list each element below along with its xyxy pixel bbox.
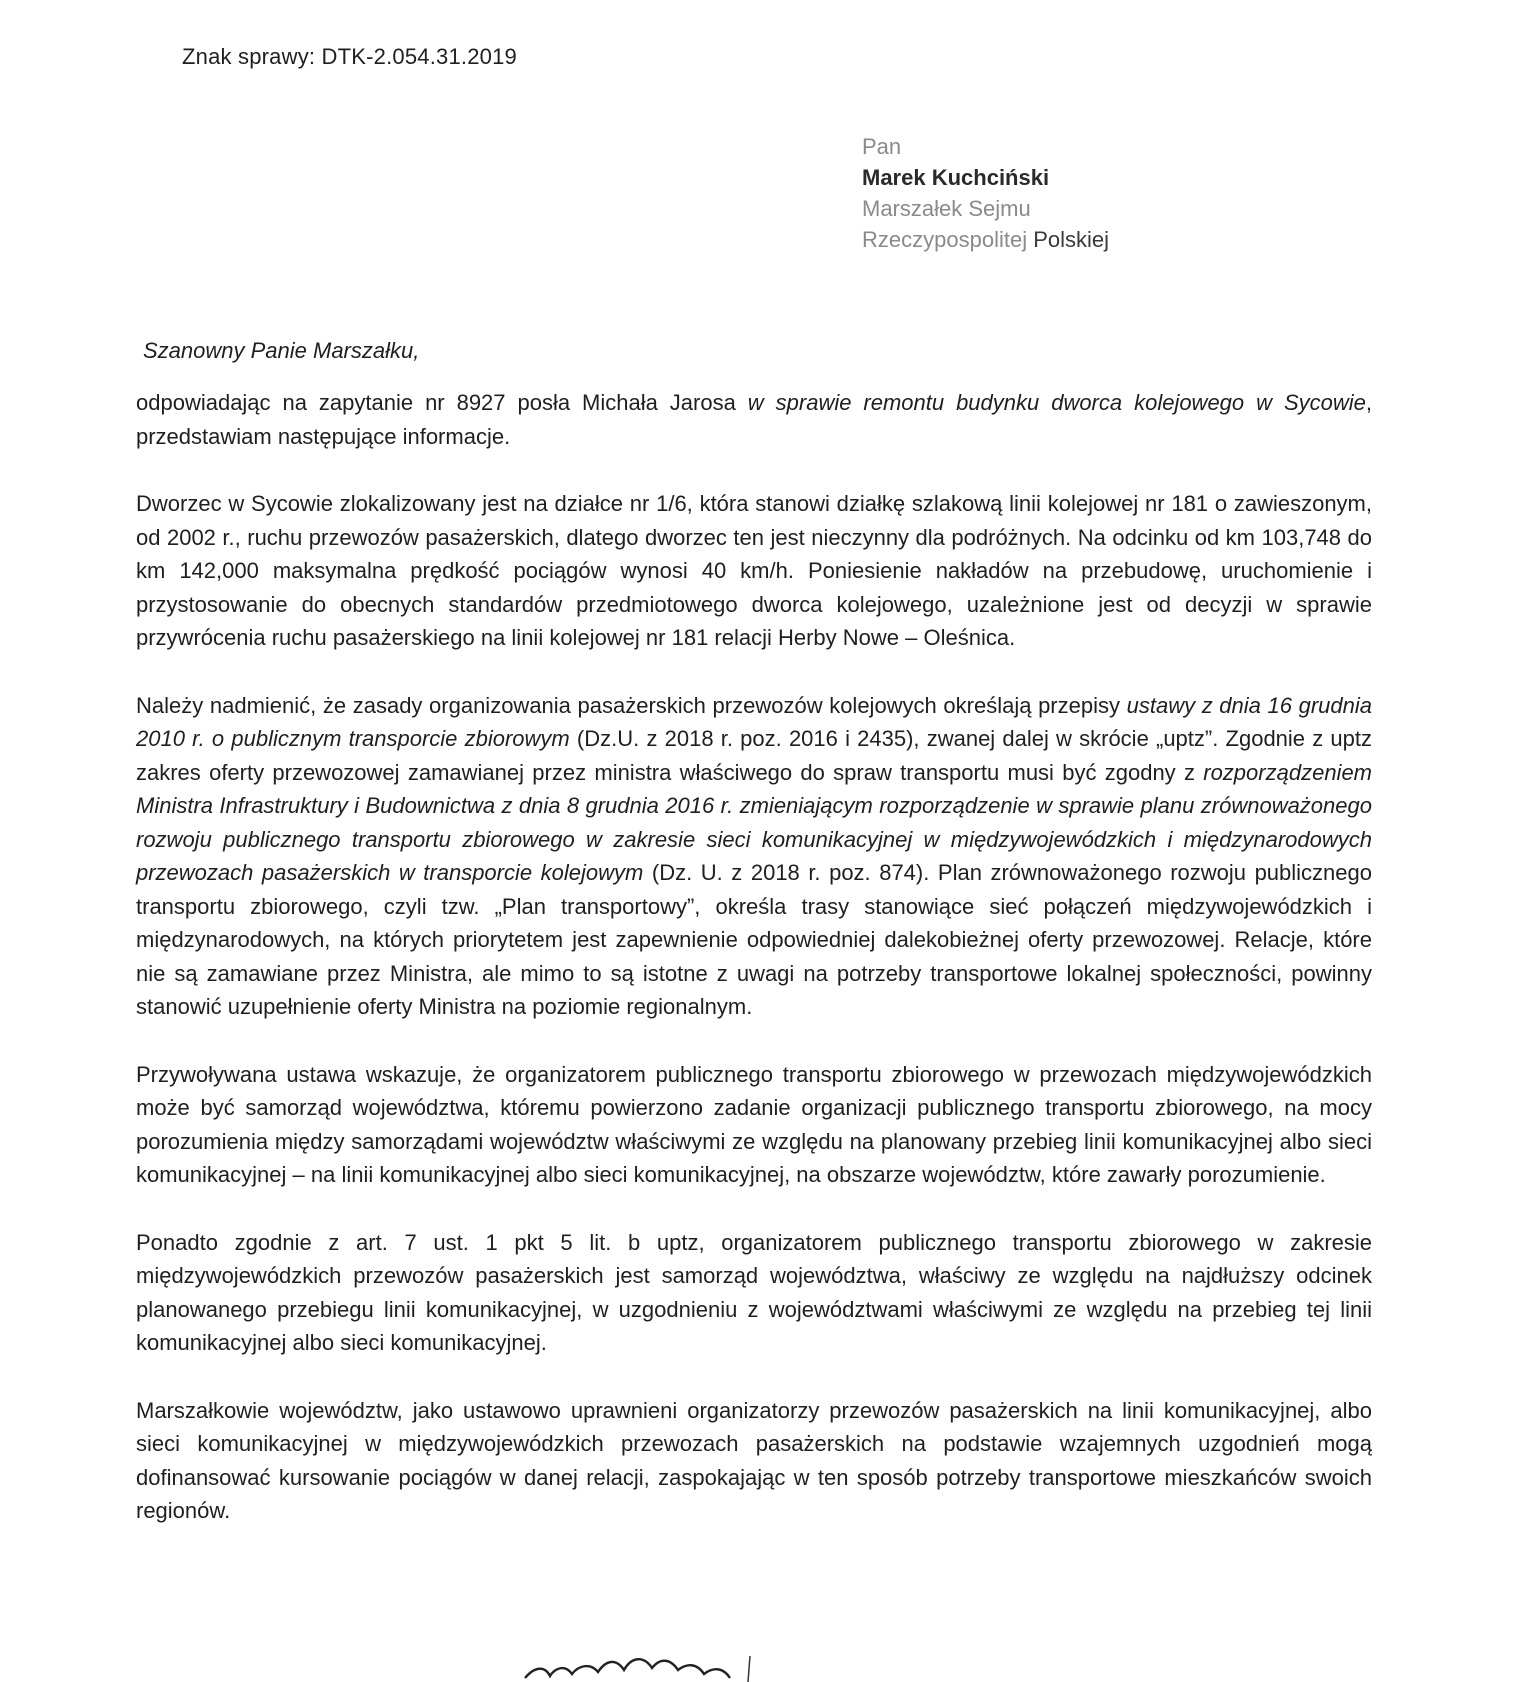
paragraph-1-end: , przedstawiam następujące informacje.: [136, 390, 1373, 449]
salutation: Szanowny Panie Marszałku,: [143, 338, 420, 363]
recipient-name: Marek Kuchciński: [862, 165, 1050, 190]
paragraph-1: [136, 386, 1372, 453]
handwritten-signature-icon: [520, 1648, 820, 1682]
case-reference: Znak sprawy: DTK-2.054.31.2019: [182, 44, 517, 69]
paragraph-4: Przywoływana ustawa wskazuje, że organizatorem publicznego transportu zbiorowego w przewozach międzywojewódzkich może być samorząd województwa, któremu powierzono zadanie organizacji publicznego transportu zbiorowego, na mocy porozumienia między samorządami województw właściwymi ze względu na planowany przebieg linii komunikacyjnej albo sieci komunikacyjnej – na linii komunikacyjnej albo sieci komunikacyjnej, na obszarze województw, które zawarły porozumienie.: [136, 1061, 1372, 1187]
recipient-block: [862, 131, 1109, 255]
paragraph-5: Ponadto zgodnie z art. 7 ust. 1 pkt 5 lit. b uptz, organizatorem publicznego transportu zbiorowego w zakresie międzywojewódzkich przewozów pasażerskich jest samorząd województwa, właściwy ze względu na najdłuższy odcinek planowanego przebiegu linii komunikacyjnej, w uzgodnieniu z województwami właściwymi ze względu na przebieg tej linii komunikacyjnej albo sieci komunikacyjnej.: [136, 1229, 1372, 1355]
paragraph-3-act-title: ustawy z dnia 16 grudnia 2010 r. o publicznym transporcie zbiorowym: [136, 692, 1372, 751]
recipient-title: Pan: [862, 134, 902, 159]
paragraph-6: Marszałkowie województw, jako ustawowo uprawnieni organizatorzy przewozów pasażerskich na linii komunikacyjnej, albo sieci komunikacyjnej w międzywojewódzkich przewozach pasażerskich na podstawie wzajemnych uzgodnień mogą dofinansować kursowanie pociągów w danej relacji, zaspokajając w ten sposób potrzeby transportowe mieszkańców swoich regionów.: [136, 1397, 1372, 1523]
recipient-country-suffix: Polskiej: [1033, 227, 1109, 252]
paragraph-3-part-a: Należy nadmienić, że zasady organizowania pasażerskich przewozów kolejowych określają przepisy: [136, 692, 1127, 718]
letter-body: [136, 386, 1372, 1562]
paragraph-3-part-e: (Dz. U. z 2018 r. poz. 874). Plan zrównoważonego rozwoju publicznego transportu zbiorowego, czyli tzw. „Plan transportowy”, określa trasy stanowiące sieć połączeń międzywojewódzkich i międzynarodowych, na których priorytetem jest zapewnienie odpowiedniej dalekobieżnej oferty przewozowej. Relacje, które nie są zamawiane przez Ministra, ale mimo to są istotne z uwagi na potrzeby transportowe lokalnej społeczności, powinny stanowić uzupełnienie oferty Ministra na poziomie regionalnym.: [136, 860, 1372, 1019]
recipient-role: Marszałek Sejmu: [862, 196, 1031, 221]
recipient-country-prefix: Rzeczypospolitej: [862, 227, 1034, 252]
recipient-country: [862, 224, 1109, 255]
paragraph-3-part-c: (Dz.U. z 2018 r. poz. 2016 i 2435), zwanej dalej w skrócie „uptz”. Zgodnie z uptz zakres oferty przewozowej zamawianej przez ministra właściwego do spraw transportu musi być zgodny z: [136, 726, 1372, 785]
paragraph-1-subject: w sprawie remontu budynku dworca kolejowego w Sycowie: [747, 390, 1366, 415]
paragraph-3-regulation-title: rozporządzeniem Ministra Infrastruktury i Budownictwa z dnia 8 grudnia 2016 r. zmieniającym rozporządzenie w sprawie planu zrównoważonego rozwoju publicznego transportu zbiorowego w zakresie sieci komunikacyjnej w międzywojewódzkich i międzynarodowych przewozach pasażerskich w transporcie kolejowym: [136, 759, 1372, 885]
paragraph-3: [136, 689, 1372, 1024]
paragraph-1-intro: odpowiadając na zapytanie nr 8927 posła Michała Jarosa: [136, 390, 748, 415]
paragraph-2: Dworzec w Sycowie zlokalizowany jest na działce nr 1/6, która stanowi działkę szlakową linii kolejowej nr 181 o zawieszonym, od 2002 r., ruchu przewozów pasażerskich, dlatego dworzec ten jest nieczynny dla podróżnych. Na odcinku od km 103,748 do km 142,000 maksymalna prędkość pociągów wynosi 40 km/h. Poniesienie nakładów na przebudowę, uruchomienie i przystosowanie do obecnych standardów przedmiotowego dworca kolejowego, uzależnione jest od decyzji w sprawie przywrócenia ruchu pasażerskiego na linii kolejowej nr 181 relacji Herby Nowe – Oleśnica.: [136, 491, 1372, 650]
